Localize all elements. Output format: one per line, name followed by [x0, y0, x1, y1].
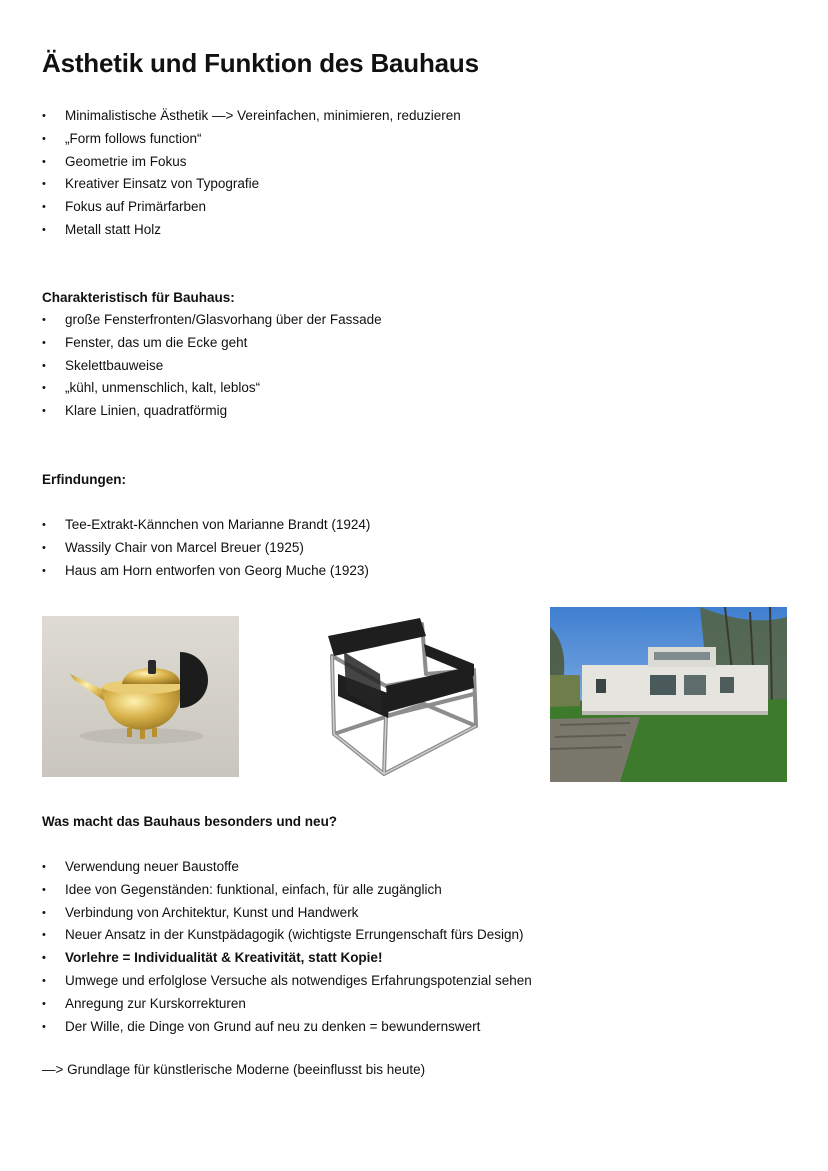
inventions-list — [42, 514, 370, 582]
list-item: • Skelettbauweise — [42, 355, 382, 378]
special-list — [42, 856, 532, 1038]
list-item: • „Form follows function“ — [42, 128, 461, 151]
intro-list — [42, 105, 461, 242]
special-heading: Was macht das Bauhaus besonders und neu? — [42, 814, 338, 829]
conclusion-line: —> Grundlage für künstlerische Moderne (beeinflusst bis heute) — [42, 1062, 426, 1077]
list-item: • Tee-Extrakt-Kännchen von Marianne Brandt (1924) — [42, 514, 370, 537]
teapot-photo — [42, 616, 239, 777]
list-item: • Idee von Gegenständen: funktional, einfach, für alle zugänglich — [42, 879, 532, 902]
list-item: • Verbindung von Architektur, Kunst und Handwerk — [42, 902, 532, 925]
list-item: • Anregung zur Kurskorrekturen — [42, 993, 532, 1016]
chair-illustration — [324, 614, 484, 776]
list-item: • Haus am Horn entworfen von Georg Muche (1923) — [42, 560, 370, 583]
list-item: • große Fensterfronten/Glasvorhang über der Fassade — [42, 309, 382, 332]
characteristics-list — [42, 309, 382, 423]
wassily-chair-photo — [324, 614, 484, 776]
list-item-emphasis: • Vorlehre = Individualität & Kreativität, statt Kopie! — [42, 947, 532, 970]
list-item: • Geometrie im Fokus — [42, 151, 461, 174]
list-item: • Fokus auf Primärfarben — [42, 196, 461, 219]
inventions-heading: Erfindungen: — [42, 472, 126, 487]
list-item: • Umwege und erfolglose Versuche als notwendiges Erfahrungspotenzial sehen — [42, 970, 532, 993]
list-item: • Neuer Ansatz in der Kunstpädagogik (wichtigste Errungenschaft fürs Design) — [42, 924, 532, 947]
list-item: • Kreativer Einsatz von Typografie — [42, 173, 461, 196]
characteristics-heading: Charakteristisch für Bauhaus: — [42, 290, 235, 305]
list-item: • Klare Linien, quadratförmig — [42, 400, 382, 423]
teapot-illustration — [42, 616, 239, 777]
house-illustration — [550, 607, 787, 782]
list-item: • Wassily Chair von Marcel Breuer (1925) — [42, 537, 370, 560]
haus-am-horn-photo — [550, 607, 787, 782]
list-item: • „kühl, unmenschlich, kalt, leblos“ — [42, 377, 382, 400]
list-item: • Verwendung neuer Baustoffe — [42, 856, 532, 879]
list-item: • Minimalistische Ästhetik —> Vereinfachen, minimieren, reduzieren — [42, 105, 461, 128]
list-item: • Fenster, das um die Ecke geht — [42, 332, 382, 355]
list-item: • Metall statt Holz — [42, 219, 461, 242]
page-title: Ästhetik und Funktion des Bauhaus — [42, 48, 479, 78]
list-item: • Der Wille, die Dinge von Grund auf neu zu denken = bewundernswert — [42, 1016, 532, 1039]
